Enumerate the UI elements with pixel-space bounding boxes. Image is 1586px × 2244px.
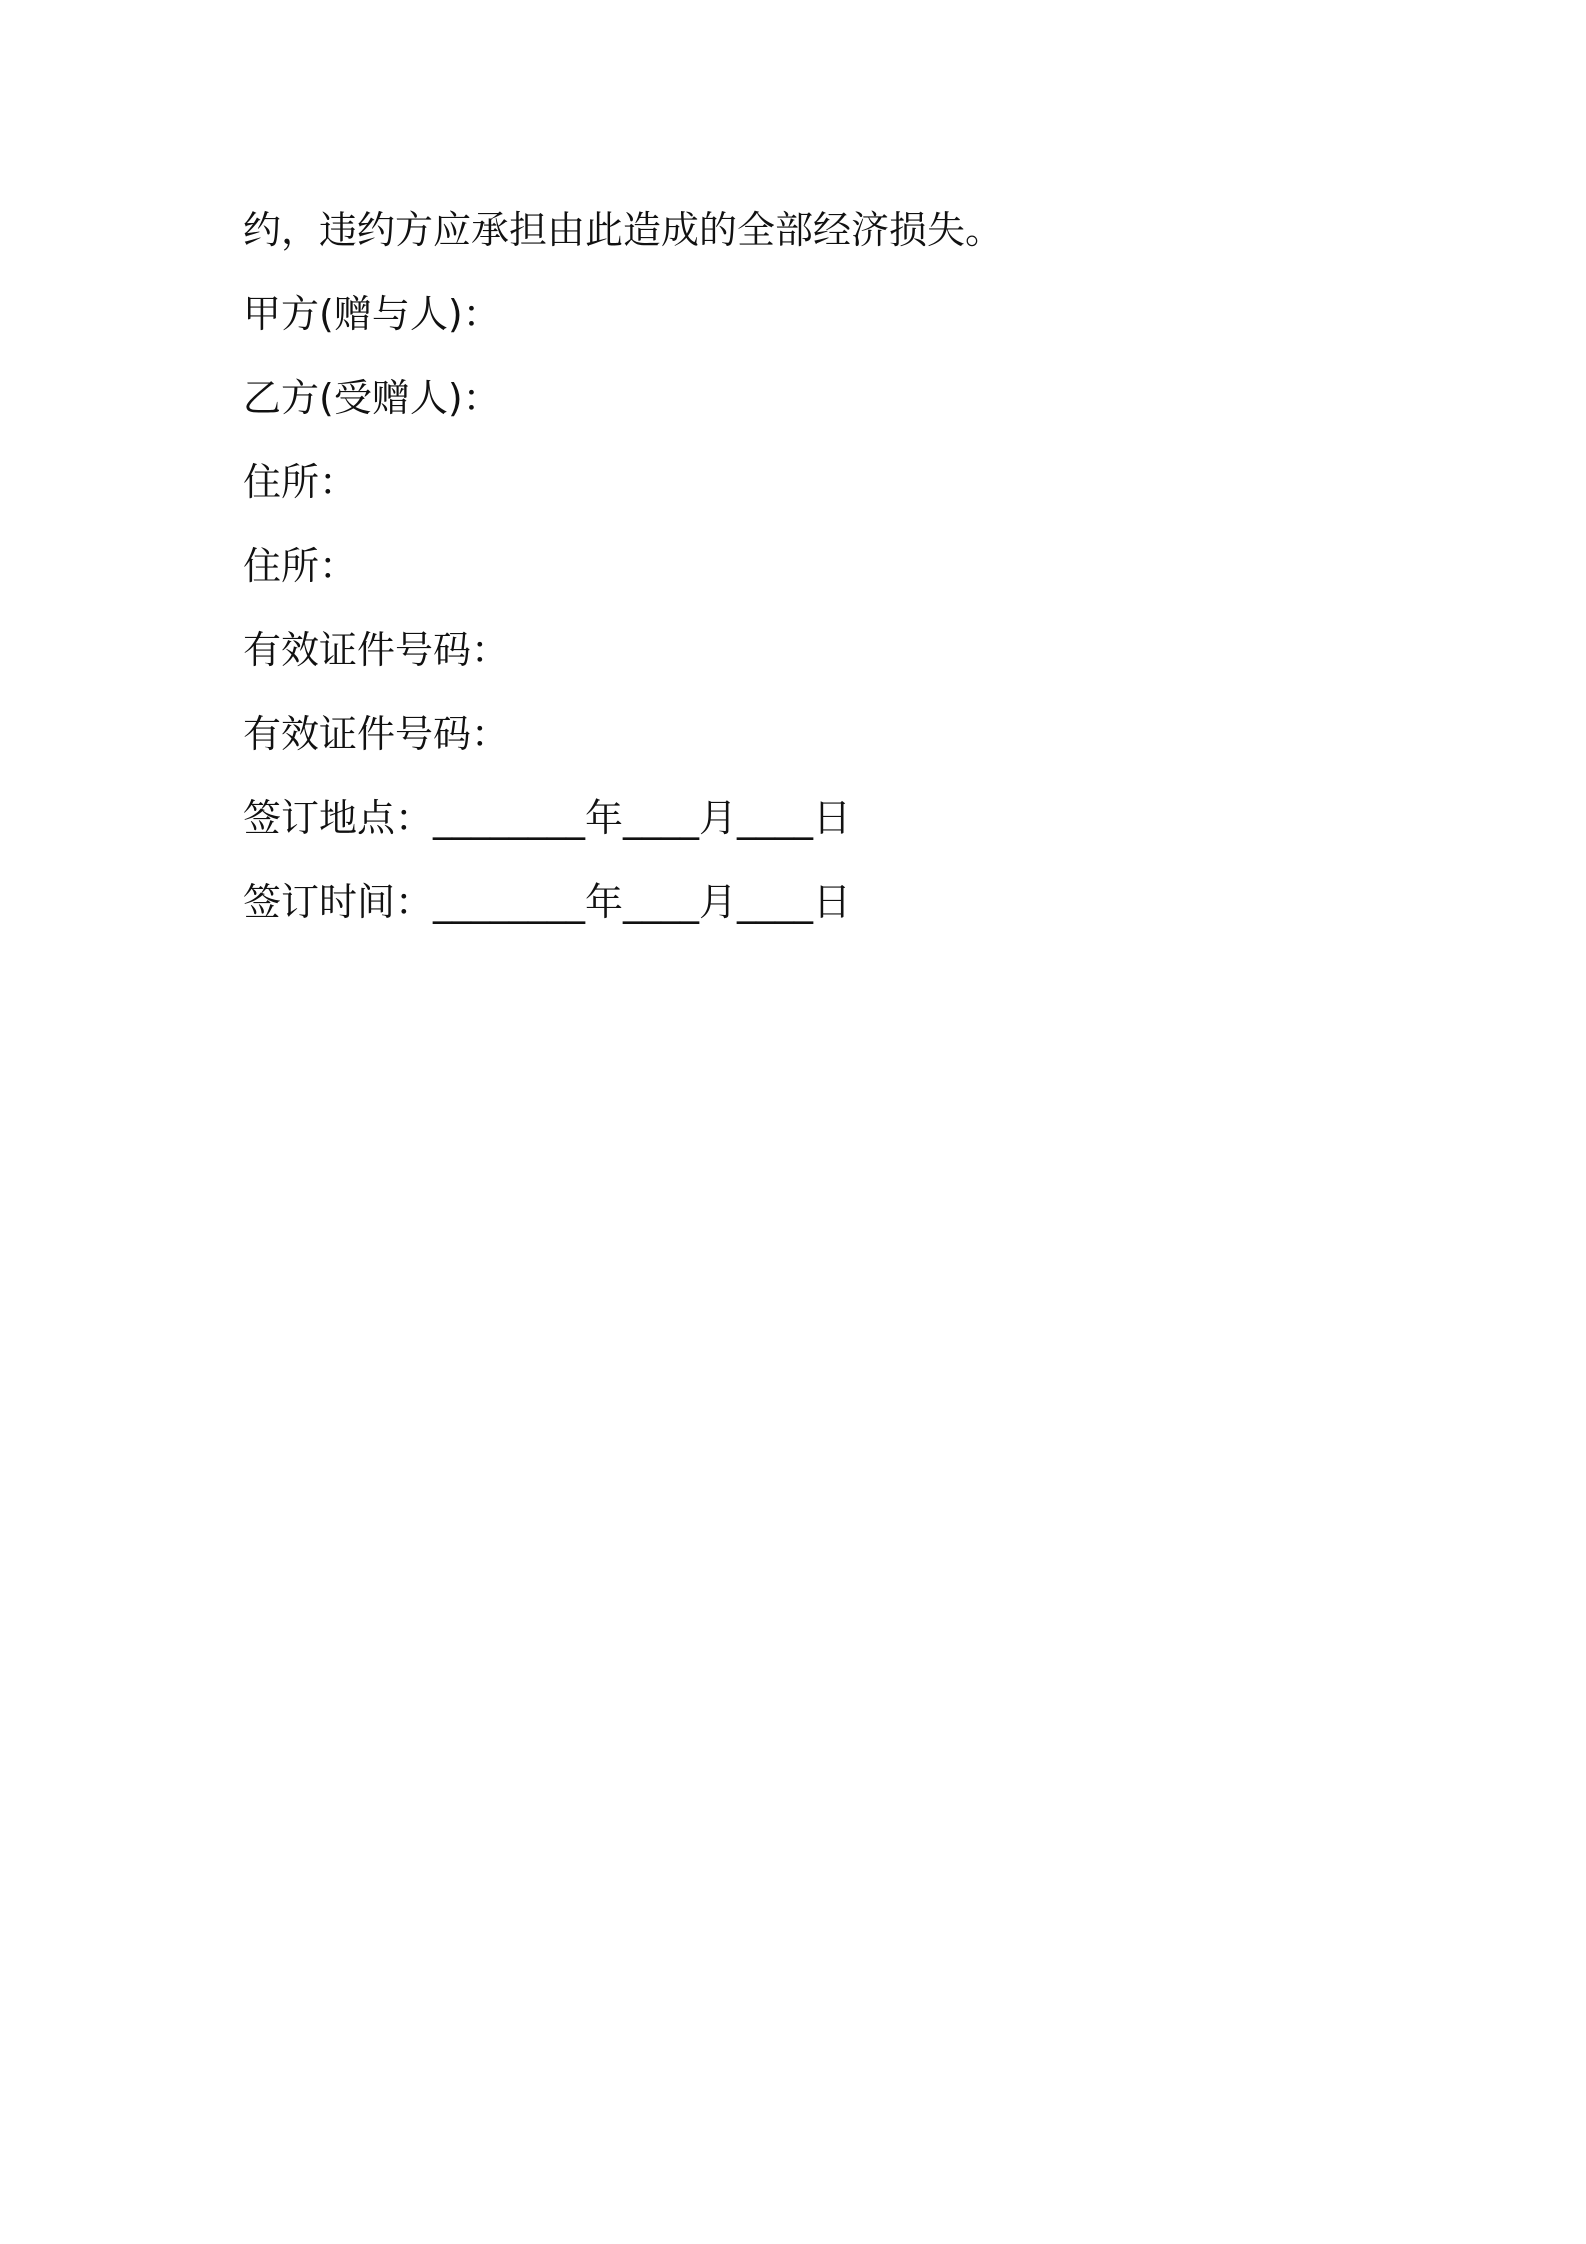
- signing-place-line: 签订地点：________年____月____日: [243, 796, 852, 840]
- document-body: [243, 198, 1343, 954]
- party-a-address-label: 住所：: [243, 460, 358, 504]
- party-a-id-number-label: 有效证件号码：: [243, 628, 510, 672]
- breach-clause-text: 约，违约方应承担由此造成的全部经济损失。: [243, 208, 1004, 252]
- party-b-donee-label: 乙方(受赠人)：: [243, 376, 501, 420]
- party-b-id-number-label: 有效证件号码：: [243, 712, 510, 756]
- signing-date-line: 签订时间：________年____月____日: [243, 880, 852, 924]
- party-b-address-label: 住所：: [243, 544, 358, 588]
- party-a-donor-label: 甲方(赠与人)：: [243, 292, 501, 336]
